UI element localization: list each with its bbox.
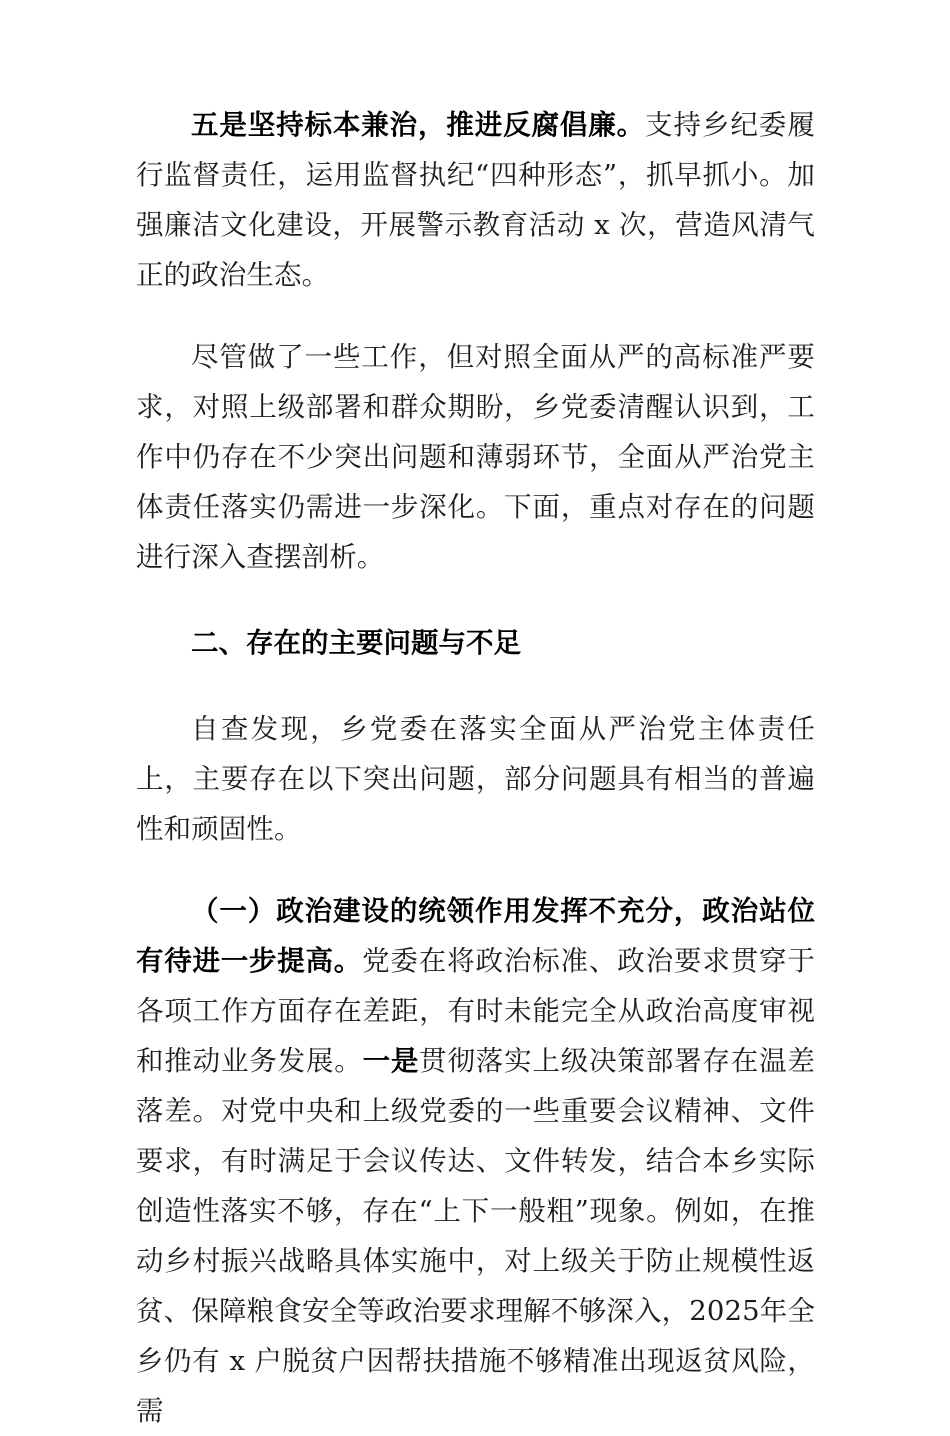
heading-gap-top <box>136 582 815 618</box>
paragraph-text-five-is: 支持乡纪委履行监督责任，运用监督执纪“四种形态”，抓早抓小。加强廉洁文化建设，开展警示教育活动 x 次，营造风清气正的政治生态。 <box>136 109 815 291</box>
paragraph-gap-2 <box>136 854 815 886</box>
paragraph-despite-work <box>136 332 815 582</box>
paragraph-self-check <box>136 704 815 854</box>
paragraph-gap <box>136 300 815 332</box>
paragraph-text-self-check: 自查发现，乡党委在落实全面从严治党主体责任上，主要存在以下突出问题，部分问题具有相当的普遍性和顽固性。 <box>136 713 815 845</box>
paragraph-text-section-one-part1: 党委在将政治标准、政治要求贯穿于各项工作方面存在差距，有时未能完全从政治高度审视和推动业务发展。 <box>136 945 816 1077</box>
section-heading-two: 二、存在的主要问题与不足 <box>191 627 521 659</box>
document-body <box>136 100 815 1436</box>
paragraph-section-one <box>136 886 815 1436</box>
bold-lead-section-one: （一）政治建设的统领作用发挥不充分，政治站位有待进一步提高。 <box>136 895 815 977</box>
bold-mid-section-one: 一是 <box>362 1045 420 1077</box>
heading-gap-bottom <box>136 668 815 704</box>
paragraph-text-despite-work: 尽管做了一些工作，但对照全面从严的高标准严要求，对照上级部署和群众期盼，乡党委清醒认识到，工作中仍存在不少突出问题和薄弱环节，全面从严治党主体责任落实仍需进一步深化。下面，重点对存在的问题进行深入查摆剖析。 <box>136 341 815 573</box>
paragraph-text-section-one-part2: 贯彻落实上级决策部署存在温差落差。对党中央和上级党委的一些重要会议精神、文件要求，有时满足于会议传达、文件转发，结合本乡实际创造性落实不够，存在“上下一般粗”现象。例如，在推动乡村振兴战略具体实施中，对上级关于防止规模性返贫、保障粮食安全等政治要求理解不够深入，2025年全乡仍有 x 户脱贫户因帮扶措施不够精准出现返贫风险，需 <box>136 1045 815 1427</box>
paragraph-five-is <box>136 100 815 300</box>
bold-lead-five-is: 五是坚持标本兼治，推进反腐倡廉。 <box>191 109 646 141</box>
